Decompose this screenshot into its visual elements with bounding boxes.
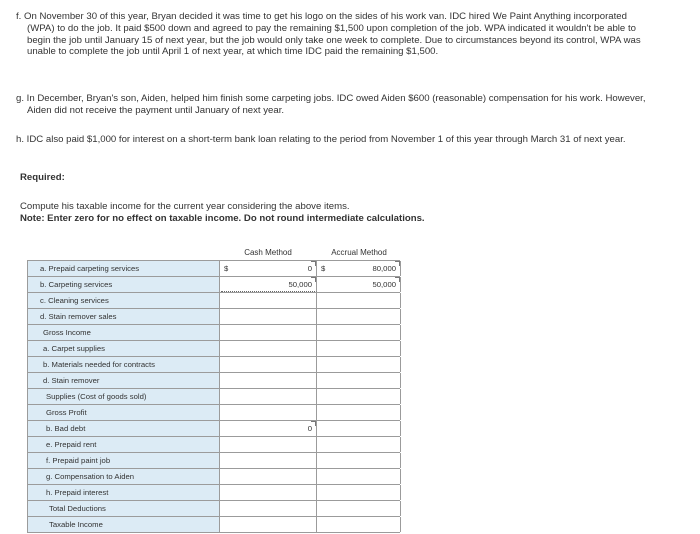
cash-method-input[interactable]	[221, 469, 317, 484]
cash-method-input[interactable]	[221, 437, 317, 452]
accrual-method-input[interactable]	[318, 501, 401, 516]
accrual-method-input[interactable]	[318, 469, 401, 484]
cash-method-input[interactable]	[221, 373, 317, 388]
accrual-method-input[interactable]	[318, 373, 401, 388]
cash-method-input[interactable]	[221, 421, 317, 436]
table-row	[28, 260, 400, 276]
accrual-method-input[interactable]	[318, 437, 401, 452]
accrual-method-input[interactable]	[318, 517, 401, 532]
dollar-sign: $	[321, 264, 326, 273]
row-label: a. Carpet supplies	[28, 341, 220, 356]
taxable-income-table	[27, 246, 400, 533]
required-instructions	[20, 201, 425, 225]
cell-value: 50,000	[372, 280, 396, 289]
cash-method-input[interactable]	[221, 357, 317, 372]
table-row	[28, 276, 400, 292]
row-label: f. Prepaid paint job	[28, 453, 220, 468]
cell-value: 50,000	[288, 280, 312, 289]
paragraph-f-text: f. On November 30 of this year, Bryan decided it was time to get his logo on the sides of his work van. IDC hired We Paint Anything incorporated (WPA) to do the job. It paid $500 down and agreed to pay the remaining $1,500 upon completion of the job. WPA indicated it wouldn't be able to begin the job until January 15 of next year, but the job would only take one week to complete. Due to circumstances beyond its control, WPA was unable to complete the job until April 1 of next year, at which time IDC paid the remaining $1,500.	[16, 11, 641, 58]
paragraph-f	[16, 11, 652, 58]
table-row	[28, 292, 400, 308]
table-row	[28, 388, 400, 404]
cell-value: 80,000	[372, 264, 396, 273]
paragraph-g-text: g. In December, Bryan's son, Aiden, helped him finish some carpeting jobs. IDC owed Aiden $600 (reasonable) compensation for his work. However, Aiden did not receive the payment until January of next year.	[16, 93, 646, 116]
cash-method-input[interactable]	[221, 517, 317, 532]
row-label: g. Compensation to Aiden	[28, 469, 220, 484]
row-label: Gross Profit	[28, 405, 220, 420]
cash-method-header: Cash Method	[220, 246, 316, 260]
answer-flag-icon	[311, 277, 316, 282]
table-body	[27, 260, 400, 533]
table-row	[28, 404, 400, 420]
row-label: b. Bad debt	[28, 421, 220, 436]
accrual-method-input[interactable]	[318, 357, 401, 372]
table-row	[28, 468, 400, 484]
row-label: c. Cleaning services	[28, 293, 220, 308]
paragraph-h	[16, 134, 652, 146]
table-row	[28, 420, 400, 436]
paragraph-g	[16, 93, 652, 117]
table-row	[28, 484, 400, 500]
table-row	[28, 356, 400, 372]
accrual-method-header: Accrual Method	[318, 246, 400, 260]
row-label: b. Carpeting services	[28, 277, 220, 292]
cash-method-input[interactable]	[221, 405, 317, 420]
row-label: Gross Income	[28, 325, 220, 340]
answer-flag-icon	[395, 277, 400, 282]
dollar-sign: $	[224, 264, 229, 273]
table-row	[28, 372, 400, 388]
accrual-method-input[interactable]	[318, 325, 401, 340]
cash-method-input[interactable]	[221, 389, 317, 404]
row-label: d. Stain remover sales	[28, 309, 220, 324]
required-heading: Required:	[20, 172, 65, 183]
accrual-method-input[interactable]	[318, 341, 401, 356]
cash-method-input[interactable]	[221, 261, 317, 276]
table-header-row	[27, 246, 400, 260]
table-row	[28, 436, 400, 452]
cell-value: 0	[307, 264, 312, 273]
instruction-note: Note: Enter zero for no effect on taxable income. Do not round intermediate calculations.	[20, 213, 425, 224]
cash-method-input[interactable]	[221, 501, 317, 516]
answer-flag-icon	[311, 261, 316, 266]
row-label: Total Deductions	[28, 501, 220, 516]
cash-method-input[interactable]	[221, 325, 317, 340]
row-label: b. Materials needed for contracts	[28, 357, 220, 372]
cash-method-input[interactable]	[221, 341, 317, 356]
cash-method-input[interactable]	[221, 485, 317, 500]
row-label: h. Prepaid interest	[28, 485, 220, 500]
cash-method-input[interactable]	[221, 309, 317, 324]
cell-value: 0	[307, 424, 312, 433]
accrual-method-input[interactable]	[318, 405, 401, 420]
cash-method-input[interactable]	[221, 293, 317, 308]
accrual-method-input[interactable]	[318, 485, 401, 500]
accrual-method-input[interactable]	[318, 453, 401, 468]
accrual-method-input[interactable]	[318, 389, 401, 404]
table-row	[28, 340, 400, 356]
instruction-text: Compute his taxable income for the current year considering the above items.	[20, 201, 350, 212]
table-row	[28, 500, 400, 516]
cash-method-input[interactable]	[221, 277, 317, 292]
row-label: Taxable Income	[28, 517, 220, 532]
cash-method-input[interactable]	[221, 453, 317, 468]
table-row	[28, 324, 400, 340]
row-label: d. Stain remover	[28, 373, 220, 388]
answer-flag-icon	[395, 261, 400, 266]
accrual-method-input[interactable]	[318, 261, 401, 276]
accrual-method-input[interactable]	[318, 421, 401, 436]
table-row	[28, 516, 400, 533]
table-row	[28, 308, 400, 324]
row-label: a. Prepaid carpeting services	[28, 261, 220, 276]
answer-flag-icon	[311, 421, 316, 426]
accrual-method-input[interactable]	[318, 293, 401, 308]
accrual-method-input[interactable]	[318, 309, 401, 324]
table-row	[28, 452, 400, 468]
row-label: Supplies (Cost of goods sold)	[28, 389, 220, 404]
row-label: e. Prepaid rent	[28, 437, 220, 452]
paragraph-h-text: h. IDC also paid $1,000 for interest on a short-term bank loan relating to the period from November 1 of this year through March 31 of next year.	[16, 134, 626, 145]
accrual-method-input[interactable]	[318, 277, 401, 292]
